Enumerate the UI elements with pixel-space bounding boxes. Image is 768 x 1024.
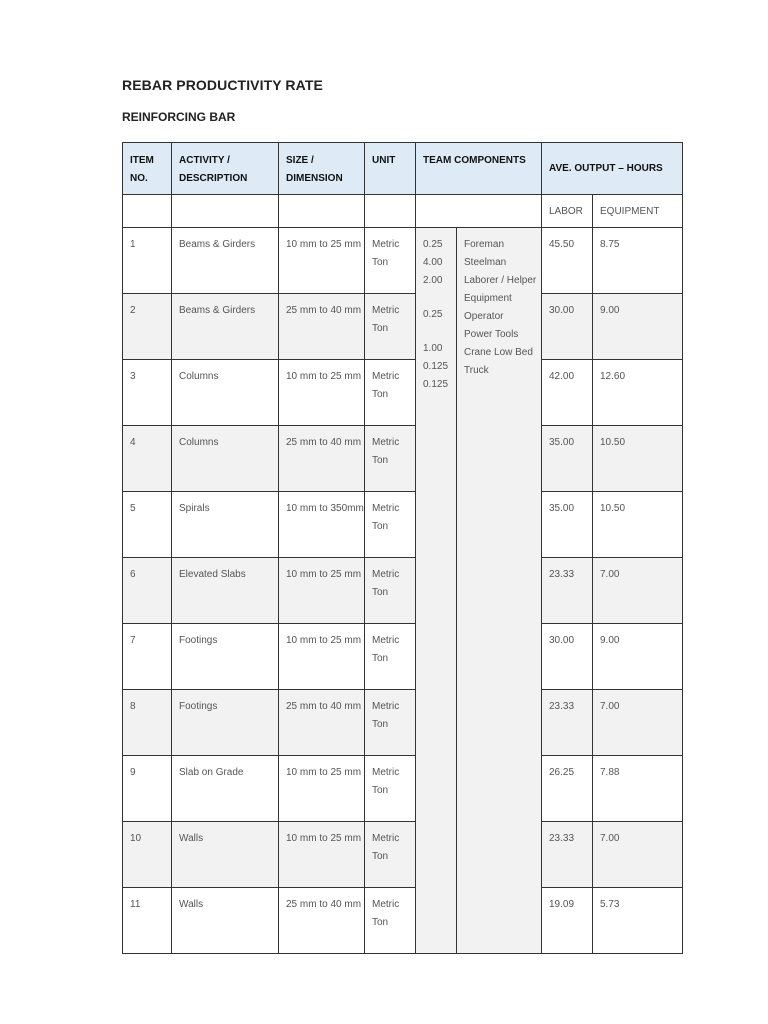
cell-activity: Footings [172,690,279,756]
cell-item-no: 6 [123,558,172,624]
cell-labor-hours: 19.09 [542,888,593,954]
cell-unit: Metric Ton [365,624,416,690]
cell-unit: Metric Ton [365,492,416,558]
subhead-blank [365,195,416,228]
cell-size: 10 mm to 25 mm [279,558,365,624]
cell-equipment-hours: 8.75 [593,228,683,294]
cell-equipment-hours: 10.50 [593,492,683,558]
team-role: Steelman [464,257,507,268]
subhead-blank [172,195,279,228]
cell-unit: Metric Ton [365,690,416,756]
cell-equipment-hours: 7.88 [593,756,683,822]
page-title: REBAR PRODUCTIVITY RATE [122,77,323,93]
team-role: Equipment Operator [464,293,512,322]
team-quantity: 0.125 [423,361,449,372]
cell-activity: Beams & Girders [172,228,279,294]
cell-equipment-hours: 7.00 [593,690,683,756]
cell-equipment-hours: 10.50 [593,426,683,492]
cell-labor-hours: 23.33 [542,690,593,756]
table-row [123,294,683,360]
cell-item-no: 4 [123,426,172,492]
header-team-components: TEAM COMPONENTS [416,143,542,195]
subhead-labor: LABOR [542,195,593,228]
table-row [123,492,683,558]
subhead-equipment: EQUIPMENT [593,195,683,228]
cell-equipment-hours: 5.73 [593,888,683,954]
cell-size: 25 mm to 40 mm [279,690,365,756]
cell-activity: Walls [172,888,279,954]
cell-size: 25 mm to 40 mm [279,294,365,360]
table-row [123,426,683,492]
cell-item-no: 1 [123,228,172,294]
cell-unit: Metric Ton [365,756,416,822]
cell-activity: Slab on Grade [172,756,279,822]
team-role: Power Tools [464,329,519,340]
team-quantity: 4.00 [423,257,443,268]
cell-labor-hours: 26.25 [542,756,593,822]
productivity-table-viewport[interactable] [122,142,663,943]
table-row [123,228,683,294]
table-row [123,888,683,954]
cell-unit: Metric Ton [365,558,416,624]
cell-size: 10 mm to 25 mm [279,756,365,822]
cell-activity: Columns [172,360,279,426]
team-roles [457,228,542,954]
table-row [123,822,683,888]
cell-labor-hours: 23.33 [542,822,593,888]
cell-item-no: 5 [123,492,172,558]
cell-size: 10 mm to 25 mm [279,360,365,426]
cell-size: 25 mm to 40 mm [279,888,365,954]
table-row [123,558,683,624]
team-quantity: 0.25 [423,309,443,320]
cell-unit: Metric Ton [365,888,416,954]
team-quantity: 1.00 [423,343,443,354]
header-unit: UNIT [365,143,416,195]
cell-labor-hours: 35.00 [542,426,593,492]
cell-item-no: 2 [123,294,172,360]
header-ave-output: AVE. OUTPUT – HOURS [542,143,683,195]
team-quantity: 2.00 [423,275,443,286]
header-activity: ACTIVITY / DESCRIPTION [172,143,279,195]
cell-size: 25 mm to 40 mm [279,426,365,492]
cell-labor-hours: 30.00 [542,624,593,690]
header-size: SIZE / DIMENSION [279,143,365,195]
productivity-table [122,142,683,954]
team-role: Foreman [464,239,505,250]
team-quantity: 0.25 [423,239,443,250]
cell-labor-hours: 30.00 [542,294,593,360]
cell-item-no: 8 [123,690,172,756]
cell-unit: Metric Ton [365,294,416,360]
cell-activity: Walls [172,822,279,888]
table-row [123,624,683,690]
subhead-blank [279,195,365,228]
cell-size: 10 mm to 25 mm [279,822,365,888]
cell-labor-hours: 45.50 [542,228,593,294]
cell-equipment-hours: 12.60 [593,360,683,426]
cell-equipment-hours: 7.00 [593,822,683,888]
section-title: REINFORCING BAR [122,110,236,124]
table-row [123,690,683,756]
team-role: Laborer / Helper [464,275,537,286]
cell-labor-hours: 35.00 [542,492,593,558]
table-row [123,756,683,822]
cell-size: 10 mm to 25 mm [279,228,365,294]
team-quantities [416,228,457,954]
cell-equipment-hours: 7.00 [593,558,683,624]
cell-item-no: 7 [123,624,172,690]
table-row [123,360,683,426]
cell-activity: Columns [172,426,279,492]
cell-unit: Metric Ton [365,822,416,888]
cell-item-no: 11 [123,888,172,954]
subhead-blank [123,195,172,228]
cell-item-no: 10 [123,822,172,888]
cell-equipment-hours: 9.00 [593,294,683,360]
subhead-blank [416,195,542,228]
cell-activity: Elevated Slabs [172,558,279,624]
cell-item-no: 3 [123,360,172,426]
cell-unit: Metric Ton [365,360,416,426]
cell-activity: Beams & Girders [172,294,279,360]
cell-labor-hours: 42.00 [542,360,593,426]
team-role: Crane Low Bed Truck [464,347,533,376]
cell-item-no: 9 [123,756,172,822]
header-item-no: ITEM NO. [123,143,172,195]
cell-size: 10 mm to 25 mm [279,624,365,690]
cell-activity: Spirals [172,492,279,558]
cell-equipment-hours: 9.00 [593,624,683,690]
cell-unit: Metric Ton [365,228,416,294]
cell-size: 10 mm to 350mm [279,492,365,558]
cell-unit: Metric Ton [365,426,416,492]
team-quantity: 0.125 [423,379,449,390]
cell-activity: Footings [172,624,279,690]
cell-labor-hours: 23.33 [542,558,593,624]
